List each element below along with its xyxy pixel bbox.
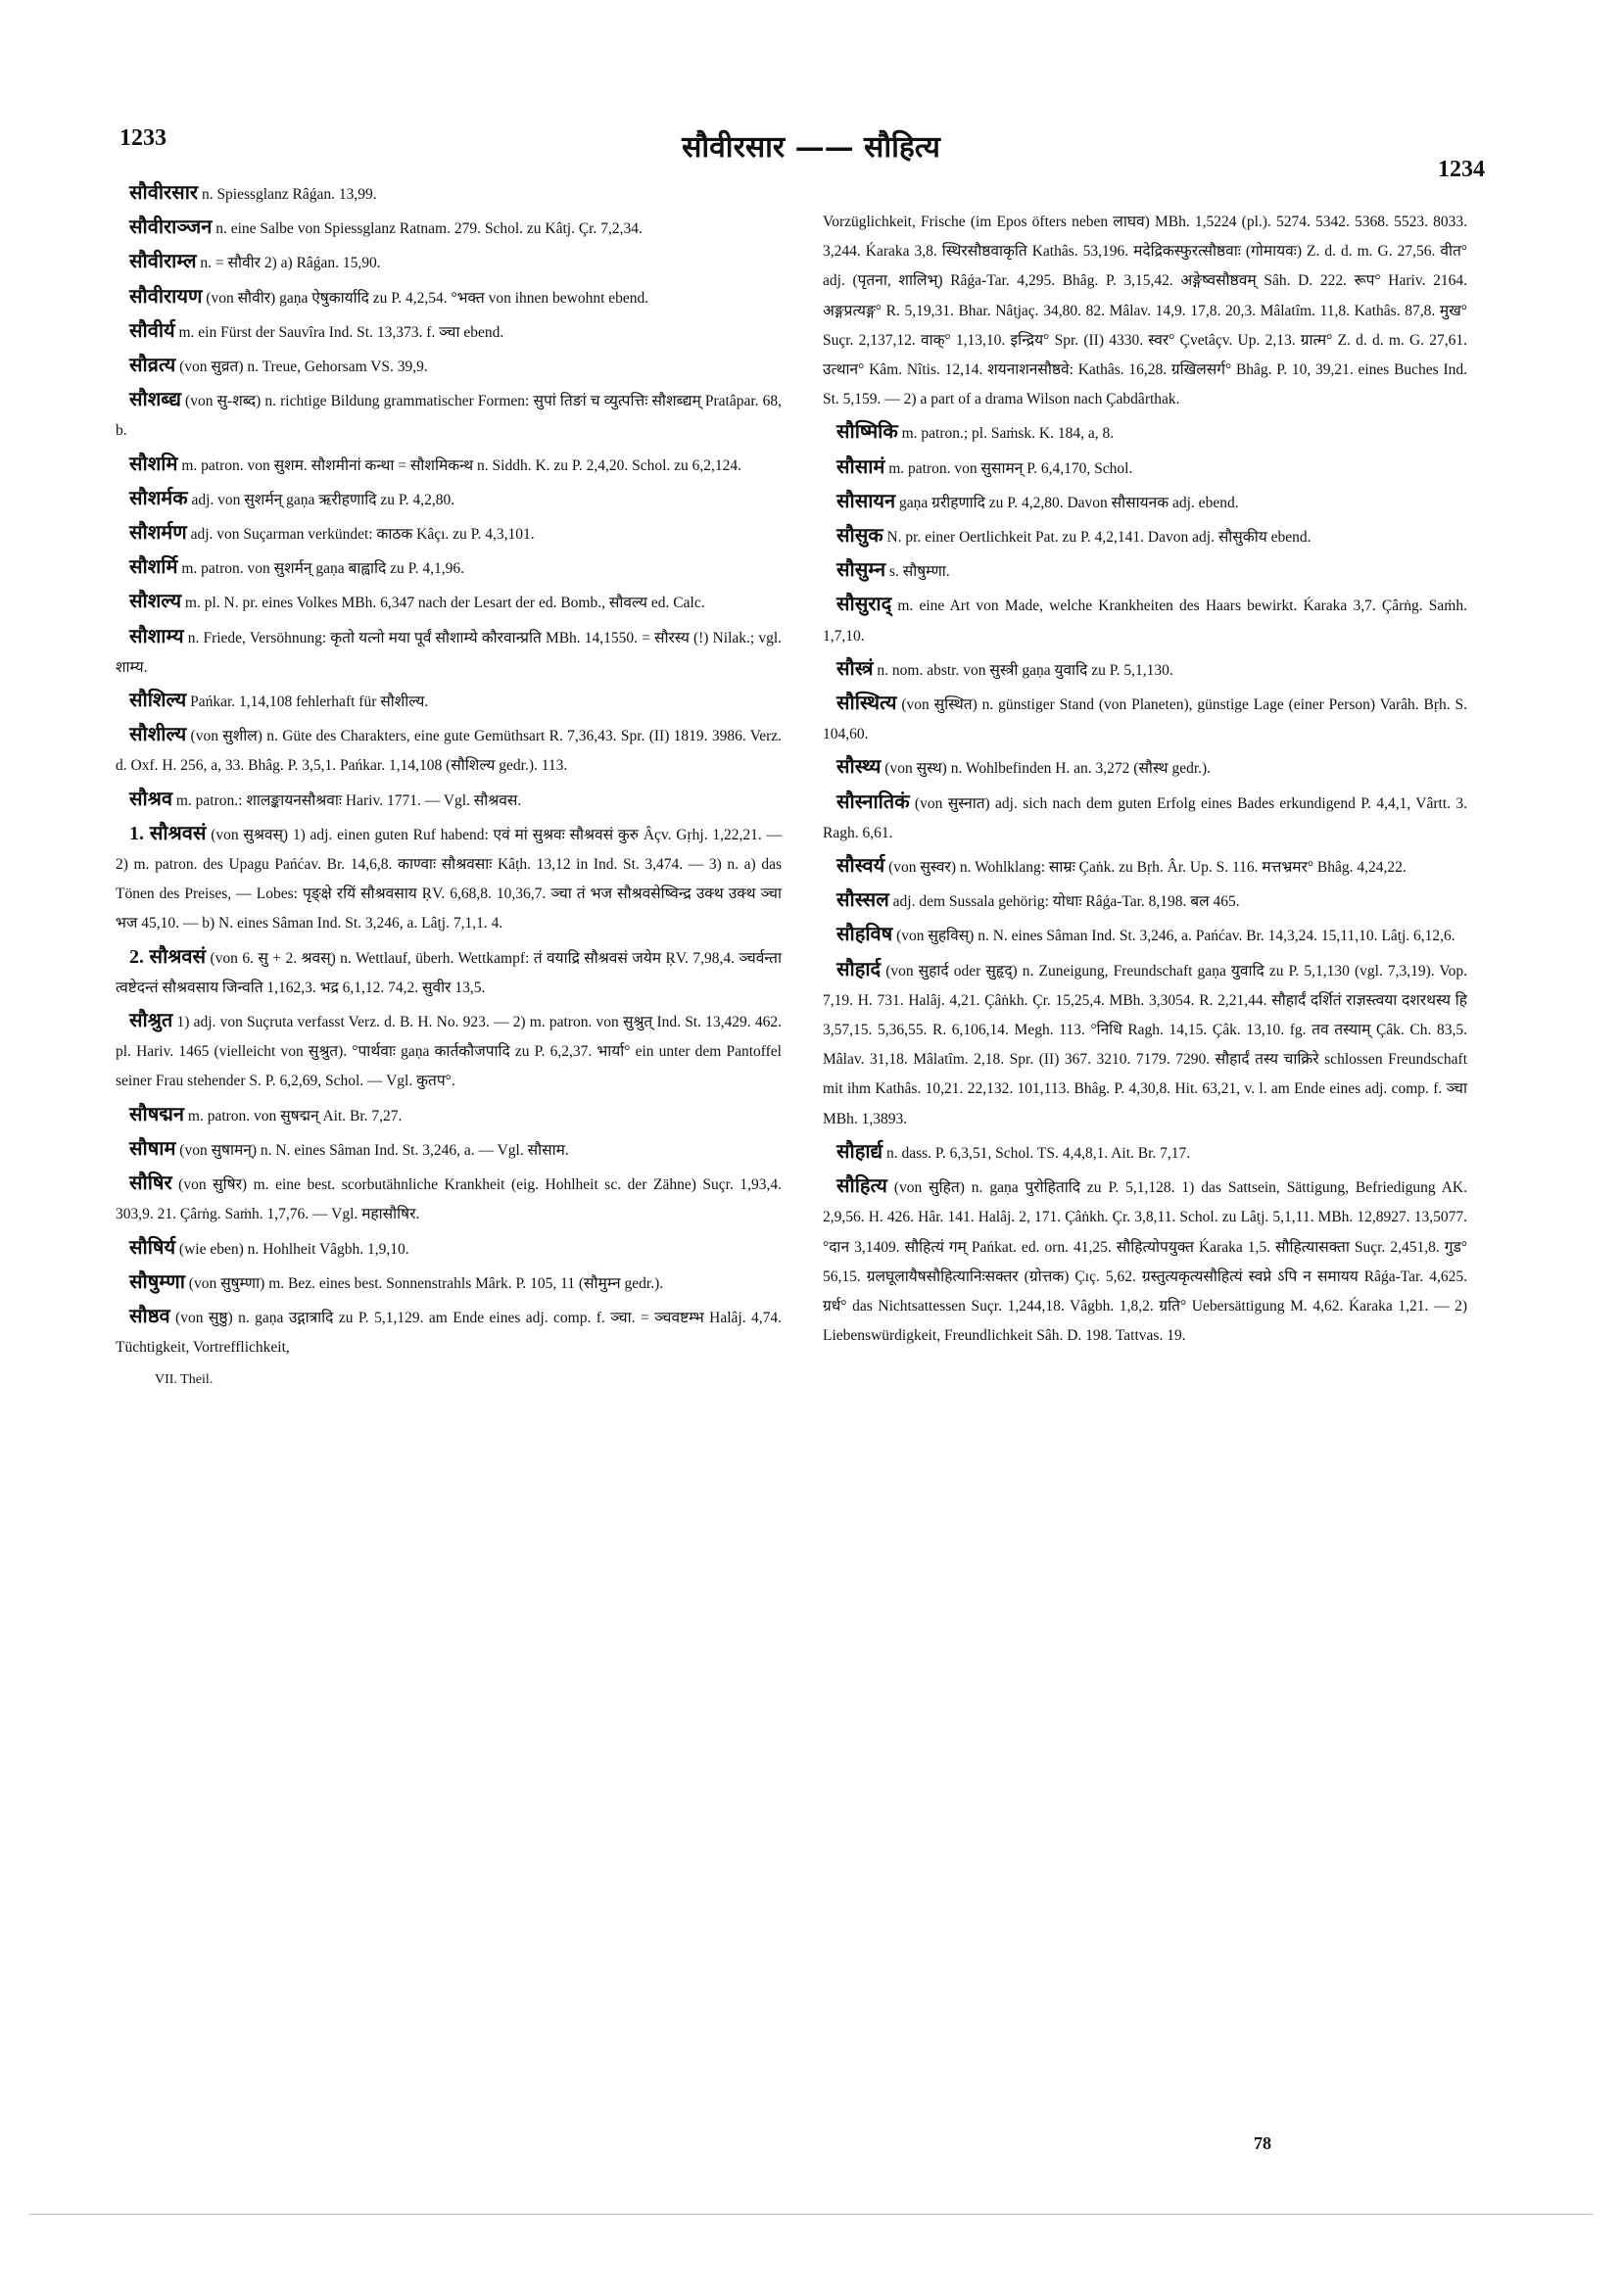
entry-text: adj. von सुशर्मन् gaṇa ऋरीहणादि zu P. 4,2,80. <box>191 491 455 508</box>
dictionary-entry <box>116 622 782 683</box>
entry-headword: सौसामं <box>836 455 885 478</box>
entry-text: s. सौषुम्णा. <box>888 563 950 581</box>
entry-headword: सौहार्द्य <box>836 1140 883 1163</box>
dictionary-entry <box>823 555 1467 587</box>
entry-text: (von सुव्रत) n. Treue, Gehorsam VS. 39,9. <box>179 359 428 376</box>
dictionary-entry <box>116 1268 782 1299</box>
dictionary-entry <box>116 1302 782 1363</box>
entry-text: (von सुषामन्) n. N. eines Sâman Ind. St. 3,246, a. — Vgl. सौसाम. <box>179 1141 569 1159</box>
dictionary-entry <box>116 247 782 278</box>
dictionary-entry <box>823 1137 1467 1169</box>
entry-text: m. patron.; pl. Saṁsk. K. 184, a, 8. <box>901 425 1115 443</box>
entry-headword: सौवीर्य <box>129 319 175 342</box>
dictionary-entry <box>823 752 1467 784</box>
entry-headword: सौसुक <box>836 525 883 548</box>
entry-text: (von सुहार्द oder सुहृद्) n. Zuneigung, Freundschaft gaṇa युवादि zu P. 5,1,130 (vgl. 7,3,19). Vop. 7,19. H. 731. Halâj. 4,21. Çâṅkh. Çr. 15,25,4. MBh. 3,3054. R. 2,21,44. सौहार्दं दर्शितं राज्ञस्त्वया दशरथस्य हि 3,57,15. 5,36,55. R. 6,106,14. Megh. 113. °निधि Ragh. 14,15. Çâk. 13,10. fg. तव तस्याम् Çâk. Ch. 83,5. Mâlav. 31,18. Mâlatîm. 2,18. Spr. (II) 367. 3210. 7179. 7290. सौहार्दं तस्य चाक्रिरे schlossen Freundschaft mit ihm Kathâs. 10,21. 22,132. 101,113. Bhâg. P. 4,30,8. Hit. 63,21, v. l. am Ende eines adj. comp. f. ञ्चा MBh. 1,3893. <box>823 962 1467 1127</box>
entry-text: m. patron.: शालङ्कायनसौश्रवाः Hariv. 1771. — Vgl. सौश्रवस. <box>175 791 522 809</box>
entry-headword: सौष्मिकि <box>836 421 898 444</box>
dictionary-entry <box>823 851 1467 883</box>
entry-text: n. nom. abstr. von सुस्त्री gaṇa युवादि zu P. 5,1,130. <box>877 661 1173 679</box>
dictionary-entry <box>823 1172 1467 1351</box>
column-number-left: 1233 <box>119 125 167 151</box>
dictionary-entry <box>116 720 782 781</box>
entry-text: n. eine Salbe von Spiessglanz Ratnam. 279. Schol. zu Kâtj. Çr. 7,2,34. <box>215 220 643 238</box>
entry-headword: सौशमि <box>129 453 178 475</box>
dictionary-entry <box>116 552 782 584</box>
dictionary-entry <box>116 1100 782 1131</box>
entry-headword: सौस्सल <box>836 889 889 912</box>
entry-headword: सौसायन <box>836 490 896 512</box>
dictionary-entry <box>116 942 782 1003</box>
running-head: सौवीरसार —— सौहित्य <box>682 130 940 165</box>
dictionary-entry <box>116 819 782 939</box>
dictionary-entry <box>823 590 1467 650</box>
dictionary-entry <box>116 1006 782 1097</box>
entry-headword: सौवीराञ्जन <box>129 216 213 239</box>
dictionary-entry <box>116 213 782 244</box>
entry-headword: 1. सौश्रवसं <box>129 822 207 844</box>
entry-headword: सौषाम <box>129 1137 176 1160</box>
entry-text: Vorzüglichkeit, Frische (im Epos öfters neben लाघव) MBh. 1,5224 (pl.). 5274. 5342. 5368. 5523. 8033. 3,244. Ḱaraka 3,8. स्थिरसौष्ठवाकृति Kathâs. 53,196. मदेद्रिकस्फुरत्सौष्ठवाः (गोमायवः) Z. d. d. m. G. 27,56. वीत° adj. (पृतना, शालिभ्) Râǵa-Tar. 4,295. Bhâg. P. 3,15,42. अङ्गेष्वसौष्ठवम् Sâh. D. 222. रूप° Hariv. 2164. अङ्गप्रत्यङ्ग° R. 5,19,31. Bhar. Nâṭjaç. 34,80. 82. Mâlav. 14,9. 17,8. 20,3. Mâlatîm. 11,8. Kathâs. 87,8. मुख° Suçr. 2,137,12. वाक्° 1,13,10. इन्द्रिय° Spr. (II) 4330. स्वर° Çvetâçv. Up. 2,13. ग्रात्म° Z. d. d. m. G. 27,61. उत्थान° Kâm. Nîtis. 12,14. शयनाशनसौष्ठवे: Kathâs. 16,28. ग्रखिलसर्ग° Bhâg. P. 10, 39,21. eines Buches Ind. St. 5,159. — 2) a part of a drama Wilson nach Çabdârthak. <box>823 214 1467 408</box>
entry-headword: सौस्थ्य <box>836 756 882 779</box>
entry-text: (von 6. सु + 2. श्रवस्) n. Wettlauf, überh. Wettkampf: तं वयाद्रि सौश्रवसं जयेम ṚV. 7,98,4. ञ्चर्वन्ता त्वष्टेदन्तं सौश्रवसाय जिन्वति 1,162,3. भद्र 6,1,12. 74,2. सुवीर 13,5. <box>116 949 783 996</box>
entry-headword: सौवीरसार <box>129 182 199 204</box>
entry-text: n. dass. P. 6,3,51, Schol. TS. 4,4,8,1. Ait. Br. 7,17. <box>885 1144 1191 1162</box>
entry-headword: सौव्रत्य <box>129 355 176 377</box>
entry-text: m. patron. von सुषद्मन् Ait. Br. 7,27. <box>187 1107 403 1124</box>
dictionary-entry <box>116 1134 782 1166</box>
dictionary-entry <box>116 385 782 446</box>
entry-headword: सौसुराद् <box>836 594 892 616</box>
entry-text: (von सौवीर) gaṇa ऐषुकार्यादि zu P. 4,2,54. °भक्त von ihnen bewohnt ebend. <box>206 289 649 307</box>
dictionary-entry <box>116 1169 782 1229</box>
volume-footnote: VII. Theil. <box>155 1372 214 1388</box>
entry-headword: सौषिर्य <box>129 1236 176 1259</box>
entry-text: (von सुष्ठु) n. gaṇa उद्गात्रादि zu P. 5,1,129. am Ende eines adj. comp. f. ञ्चा. = ञ्चवष्टम्भ Halâj. 4,74. Tüchtigkeit, Vortrefflichkeit, <box>116 1309 783 1357</box>
entry-text: m. patron. von सुसामन् P. 6,4,170, Schol. <box>888 459 1133 477</box>
entry-headword: सौवीरायण <box>129 285 203 308</box>
entry-text: m. patron. von सुशम. सौशमीनां कन्था = सौशमिकन्थ n. Siddh. K. zu P. 2,4,20. Schol. zu 6,2,124. <box>181 456 742 474</box>
entry-text: (von सुषिर) m. eine best. scorbutähnliche Krankheit (eig. Hohlheit sc. der Zähne) Suçr. 1,93,4. 303,9. 21. Çârṅg. Saṁh. 1,7,76. — Vgl. महासौषिर. <box>116 1176 782 1223</box>
entry-text: (von सुहविस्) n. N. eines Sâman Ind. St. 3,246, a. Pańćav. Br. 14,3,24. 15,11,10. Lâṭj. 6,12,6. <box>896 928 1455 945</box>
entry-text: n. Spiessglanz Râǵan. 13,99. <box>201 186 377 203</box>
right-column <box>823 208 1467 1354</box>
entry-text: (von सुस्थ) n. Wohlbefinden H. an. 3,272 (सौस्थ gedr.). <box>884 760 1212 778</box>
entry-headword: सौसुम्न <box>836 559 886 582</box>
entry-headword: सौस्त्रं <box>836 657 874 680</box>
entry-headword: सौशर्मि <box>129 556 178 579</box>
dictionary-entry <box>116 351 782 382</box>
entry-text: N. pr. einer Oertlichkeit Pat. zu P. 4,2,141. Davon adj. सौसुकीय ebend. <box>886 529 1312 547</box>
dictionary-entry <box>823 453 1467 484</box>
entry-text: adj. dem Sussala gehörig: योधाः Râǵa-Tar. 8,198. बल 465. <box>892 893 1240 911</box>
entry-text: m. ein Fürst der Sauvîra Ind. St. 13,373. f. ञ्चा ebend. <box>178 323 504 341</box>
entry-headword: सौश्रव <box>129 788 172 810</box>
entry-headword: सौशल्य <box>129 591 182 613</box>
dictionary-entry <box>116 686 782 717</box>
entry-text: m. pl. N. pr. eines Volkes MBh. 6,347 nach der Lesart der ed. Bomb., सौवल्य ed. Calc. <box>184 595 705 612</box>
entry-headword: सौहविष <box>836 924 893 946</box>
dictionary-entry <box>823 521 1467 552</box>
dictionary-entry <box>823 208 1467 414</box>
entry-text: n. Friede, Versöhnung: कृतो यत्नो मया पूर्वं सौशाम्ये कौरवान्प्रति MBh. 14,1550. = सौरस्य (!) Nilak.; vgl. शाम्य. <box>116 629 782 676</box>
page-bottom-rule <box>29 2214 1593 2215</box>
entry-text: (von सु-शब्द) n. richtige Bildung grammatischer Formen: सुपां तिङां च व्युत्पत्तिः सौशब्द्यम् Pratâpar. 68, b. <box>116 393 782 440</box>
dictionary-entry <box>116 282 782 313</box>
dictionary-entry <box>823 955 1467 1134</box>
entry-text: (von सुस्थित) n. günstiger Stand (von Planeten), günstige Lage (einer Person) Varâh. Bṛh. S. 104,60. <box>823 696 1467 743</box>
entry-text: (von सुषुम्णा) m. Bez. eines best. Sonnenstrahls Mârk. P. 105, 11 (सौमुम्न gedr.). <box>188 1274 664 1292</box>
entry-text: (wie eben) n. Hohlheit Vâgbh. 1,9,10. <box>178 1240 409 1258</box>
entry-text: (von सुस्वर) n. Wohlklang: साम्रः Çaṅk. zu Bṛh. Âr. Up. S. 116. मत्तभ्रमर° Bhâg. 4,24,22. <box>888 859 1407 877</box>
entry-headword: सौशाम्य <box>129 625 184 647</box>
entry-headword: सौशर्मण <box>129 522 187 545</box>
entry-headword: सौशील्य <box>129 724 187 746</box>
entry-headword: सौस्वर्य <box>836 855 885 878</box>
dictionary-entry <box>823 654 1467 686</box>
entry-headword: सौषुम्णा <box>129 1270 185 1293</box>
column-number-right: 1234 <box>1438 157 1485 182</box>
entry-headword: सौस्थित्य <box>836 693 897 715</box>
dictionary-entry <box>823 487 1467 518</box>
dictionary-entry <box>823 788 1467 848</box>
entry-text: (von सुशील) n. Güte des Charakters, eine gute Gemüthsart R. 7,36,43. Spr. (II) 1819. 3986. Verz. d. Oxf. H. 256, a, 33. Bhâg. P. 3,5,1. Pańkar. 1,14,108 (सौशिल्य gedr.). 113. <box>116 728 783 775</box>
entry-headword: सौहार्द <box>836 958 882 981</box>
dictionary-entry <box>823 885 1467 917</box>
dictionary-entry <box>823 417 1467 449</box>
entry-text: Pańkar. 1,14,108 fehlerhaft für सौशील्य. <box>190 694 429 711</box>
entry-text: m. eine Art von Made, welche Krankheiten des Haars bewirkt. Ḱaraka 3,7. Çârṅg. Saṁh. 1,7,10. <box>823 598 1467 645</box>
entry-text: 1) adj. von Suçruta verfasst Verz. d. B. H. No. 923. — 2) m. patron. von सुश्रुत् Ind. St. 13,429. 462. pl. Hariv. 1465 (vielleicht von सुश्रुत). °पार्थवाः gaṇa कार्तकौजपादि zu P. 6,2,37. भार्या° ein unter dem Pantoffel seiner Frau stehender S. P. 6,2,69, Schol. — Vgl. कुतप°. <box>116 1014 783 1090</box>
entry-headword: सौषद्मन <box>129 1103 185 1125</box>
entry-text: (von सुश्रवस्) 1) adj. einen guten Ruf habend: एवं मां सुश्रवः सौश्रवसं कुरु Âçv. Gṛhj. 1,22,21. — 2) m. patron. des Upagu Pańćav. Br. 14,6,8. काण्वाः सौश्रवसाः Kâṭh. 13,12 in Ind. St. 3,474. — 3) n. a) das Tönen des Preises, — Lobes: पृङ्क्षे रयिं सौश्रवसाय ṚV. 6,68,8. 10,36,7. ञ्चा तं भज सौश्रवसेष्विन्द्र उक्थ उक्थ ञ्चा भज 45,10. — b) N. eines Sâman Ind. St. 3,246, a. Lâṭj. 7,1,1. 4. <box>116 826 783 933</box>
entry-text: m. patron. von सुशर्मन् gaṇa बाह्वादि zu P. 4,1,96. <box>181 560 464 578</box>
dictionary-entry <box>116 450 782 481</box>
entry-headword: सौवीराम्ल <box>129 251 197 273</box>
entry-headword: सौहित्य <box>836 1175 887 1198</box>
entry-text: gaṇa ग्ररीहणादि zu P. 4,2,80. Davon सौसायनक adj. ebend. <box>898 494 1239 511</box>
entry-text: (von सुस्नात) adj. sich nach dem guten Erfolg eines Bades erkundigend P. 4,4,1, Vârtt. 3. Ragh. 6,61. <box>823 794 1468 841</box>
entry-text: (von सुहित) n. gaṇa पुरोहितादि zu P. 5,1,128. 1) das Sattsein, Sättigung, Befriedigung AK. 2,9,56. H. 426. Hâr. 141. Halâj. 2, 171. Çâṅkh. Çr. 3,8,11. Schol. zu Lâṭj. 5,1,11. MBh. 12,8927. 13,5077. °दान 3,1409. सौहित्यं गम् Pańkat. ed. orn. 41,25. सौहित्योपयुक्त Ḱaraka 1,5. सौहित्यासक्ता Suçr. 2,451,8. गुड° 56,15. ग्रलघूलायैषसौहित्यानिःसक्तर (ग्रोत्तक) Çıç. 5,62. ग्रस्तुत्यकृत्यसौहित्यं स्वप्ने ऽपि न समायय Râǵa-Tar. 4,625. ग्रर्ध° das Nichtsattessen Suçr. 1,244,18. Vâgbh. 1,8,2. ग्रति° Uebersättigung M. 4,62. Ḱaraka 1,21. — 2) Liebenswürdigkeit, Freundlichkeit Sâh. D. 198. Tattvas. 19. <box>823 1179 1468 1345</box>
entry-headword: सौषिर <box>129 1172 172 1195</box>
dictionary-entry <box>116 785 782 816</box>
entry-headword: सौशब्द्य <box>129 389 181 411</box>
dictionary-entry <box>116 587 782 618</box>
entry-headword: सौशिल्य <box>129 690 187 712</box>
entry-headword: सौशर्मक <box>129 487 188 509</box>
entry-headword: 2. सौश्रवसं <box>129 945 207 968</box>
dictionary-entry <box>116 178 782 210</box>
left-column <box>116 178 782 1396</box>
page-number: 78 <box>1254 2133 1271 2153</box>
dictionary-entry <box>116 518 782 550</box>
entry-headword: सौष्ठव <box>129 1305 170 1327</box>
dictionary-entry <box>116 316 782 348</box>
dictionary-entry <box>116 1233 782 1265</box>
dictionary-entry <box>823 920 1467 951</box>
entry-text: adj. von Suçarman verkündet: काठक Kâçı. zu P. 4,3,101. <box>190 526 535 544</box>
entry-headword: सौश्रुत <box>129 1010 173 1032</box>
entry-headword: सौस्नातिकं <box>836 790 910 813</box>
entry-text: n. = सौवीर 2) a) Râǵan. 15,90. <box>200 255 381 272</box>
dictionary-entry <box>116 484 782 515</box>
dictionary-entry <box>823 689 1467 749</box>
